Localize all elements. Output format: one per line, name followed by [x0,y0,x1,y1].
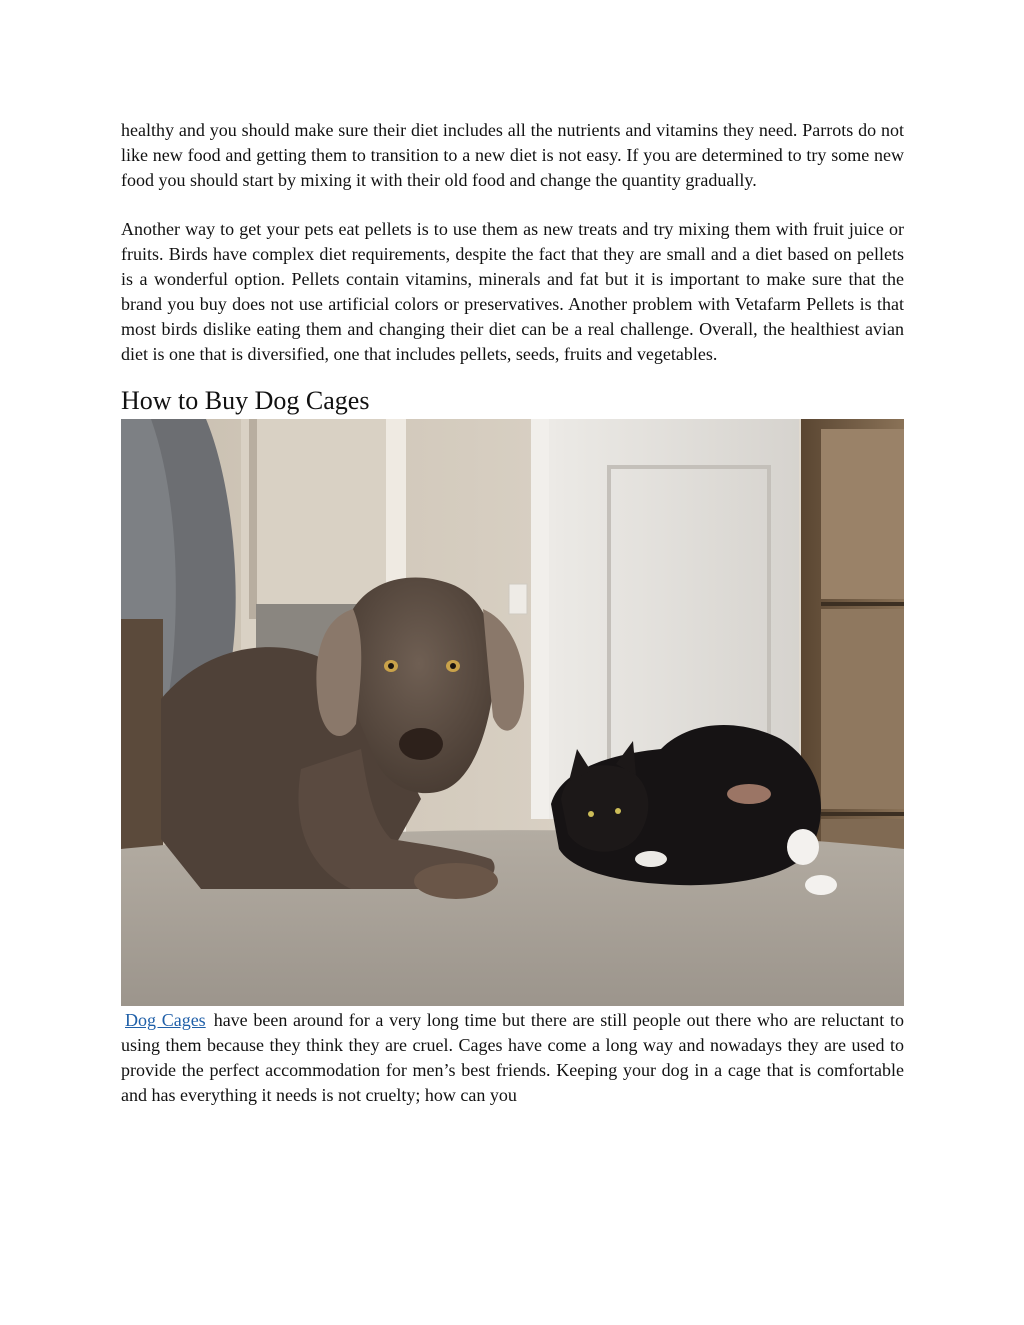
dog-and-cat-photo [121,419,904,1006]
paragraph-dog-cages-text: have been around for a very long time but there are still people out there who are reluctant to using them because they think they are cruel. Cages have come a long way and nowadays they are used to provide the perfect accommodation for men’s best friends. Keeping your dog in a cage that is comfortable and has everything it needs is not cruelty; how can you [121,1010,904,1105]
paragraph-pellets: Another way to get your pets eat pellets is to use them as new treats and try mixing them with fruit juice or fruits. Birds have complex diet requirements, despite the fact that they are small and a diet based on pellets is a wonderful option. Pellets contain vitamins, minerals and fat but it is important to make sure that the brand you buy does not use artificial colors or preservatives. Another problem with Vetafarm Pellets is that most birds dislike eating them and changing their diet can be a real challenge. Overall, the healthiest avian diet is one that is diversified, one that includes pellets, seeds, fruits and vegetables. [121,219,904,364]
paragraph-diet: healthy and you should make sure their diet includes all the nutrients and vitamins they need. Parrots do not like new food and getting them to transition to a new diet is not easy. If you are determined to try some new food you should start by mixing it with their old food and change the quantity gradually. [121,120,904,190]
paragraph-dog-cages [121,1008,904,1108]
dog-cages-link[interactable]: Dog Cages [125,1010,206,1030]
document-page [121,118,904,1108]
section-heading: How to Buy Dog Cages [121,386,370,415]
